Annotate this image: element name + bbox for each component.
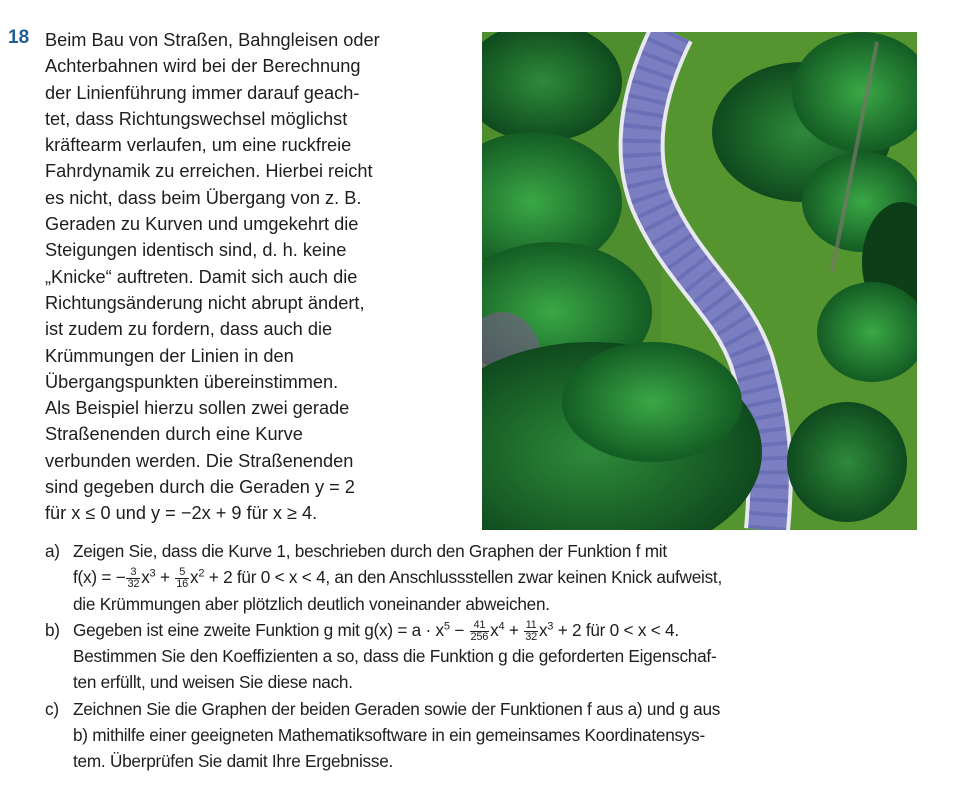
intro-line: ist zudem zu fordern, dass auch die <box>45 319 333 340</box>
intro-line: Übergangspunkten übereinstimmen. <box>45 371 339 392</box>
intro-line: Straßenenden durch eine Kurve <box>45 424 303 445</box>
intro-line: Krümmungen der Linien in den <box>45 345 294 366</box>
task-line: b) mithilfe einer geeigneten Mathematiksoftware in ein gemeinsames Koordinatensys- <box>73 725 706 746</box>
task-label: c) <box>45 698 59 719</box>
intro-line: Als Beispiel hierzu sollen zwei gerade <box>45 398 350 419</box>
exercise-number: 18 <box>8 27 30 48</box>
task-a <box>45 538 945 617</box>
fraction: $\frac{41}{256}$ <box>470 618 489 643</box>
fraction: $\frac{11}{32}$ <box>525 618 537 643</box>
task-line: Zeigen Sie, dass die Kurve 1, beschrieben durch den Graphen der Funktion f mit <box>73 541 667 561</box>
intro-line: Richtungsänderung nicht abrupt ändert, <box>45 292 365 313</box>
task-line: die Krümmungen aber plötzlich deutlich voneinander abweichen. <box>73 593 550 614</box>
intro-line: tet, dass Richtungswechsel möglichst <box>45 108 348 129</box>
intro-line: sind gegeben durch die Geraden y = 2 <box>45 477 355 498</box>
intro-line: verbunden werden. Die Straßenenden <box>45 450 354 471</box>
road-photo <box>482 32 917 530</box>
task-c <box>45 696 945 775</box>
task-label: b) <box>45 619 60 640</box>
intro-line: Achterbahnen wird bei der Berechnung <box>45 56 361 77</box>
intro-line: Fahrdynamik zu erreichen. Hierbei reicht <box>45 161 373 182</box>
formula-g: Gegeben ist eine zweite Funktion g mit $g(x) = a \cdot x^5$ − $\frac{41}{256}$ $x^4$ + $\frac{11}{32}$ $x^3 + 2$ für 0 < x < 4. <box>73 618 679 643</box>
intro-line: der Linienführung immer darauf geach- <box>45 82 360 103</box>
intro-line: Steigungen identisch sind, d. h. keine <box>45 240 347 261</box>
intro-line: es nicht, dass beim Übergang von z. B. <box>45 187 362 208</box>
winding-road-image <box>482 32 917 530</box>
task-line: Zeichnen Sie die Graphen der beiden Geraden sowie der Funktionen f aus a) und g aus <box>73 698 721 719</box>
task-b <box>45 617 945 696</box>
fraction: $\frac{5}{16}$ <box>176 566 189 591</box>
task-list <box>45 538 945 775</box>
intro-line: Geraden zu Kurven und umgekehrt die <box>45 214 359 235</box>
task-line: Bestimmen Sie den Koeffizienten a so, dass die Funktion g die geforderten Eigenschaf- <box>73 646 717 667</box>
intro-line: Beim Bau von Straßen, Bahngleisen oder <box>45 30 380 50</box>
task-line: tem. Überprüfen Sie damit Ihre Ergebnisse. <box>73 751 394 772</box>
intro-line: kräftearm verlaufen, um eine ruckfreie <box>45 135 352 156</box>
task-line: ten erfüllt, und weisen Sie diese nach. <box>73 672 353 693</box>
fraction: $\frac{3}{32}$ <box>127 566 140 591</box>
task-label: a) <box>45 541 60 561</box>
formula-f: f(x) = − $\frac{3}{32}$ $x^3$ + $\frac{5}{16}$ $x^2 + 2$ für 0 < x < 4, an den Anschlussstellen zwar keinen Knick aufweist, <box>73 566 722 591</box>
intro-text <box>45 27 445 527</box>
intro-line: für x ≤ 0 und y = −2x + 9 für x ≥ 4. <box>45 503 318 524</box>
intro-line: „Knicke“ auftreten. Damit sich auch die <box>45 266 358 287</box>
